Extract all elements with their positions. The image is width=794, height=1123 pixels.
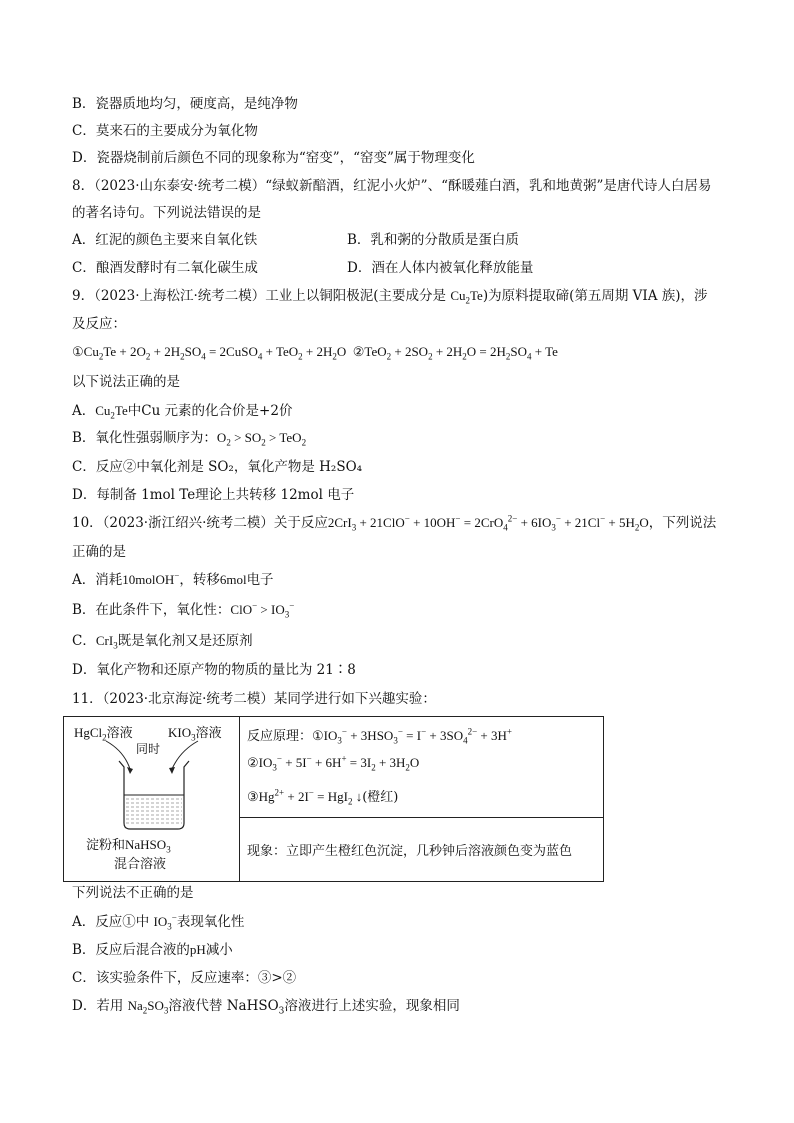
q9-option-c: C．反应②中氧化剂是 SO₂，氧化产物是 H₂SO₄ <box>72 459 363 475</box>
mechanism-cell <box>239 717 603 818</box>
q8-stem: 8．（2023·山东泰安·统考二模）“绿蚁新醅酒，红泥小火炉”、“酥暖薤白酒，乳和地黄粥”是唐代诗人白居易 <box>72 178 712 194</box>
phenomenon-cell <box>239 817 603 881</box>
q11-stem: 11．（2023·北京海淀·统考二模）某同学进行如下兴趣实验： <box>72 691 436 707</box>
q9-option-b: B．氧化性强弱顺序为：$O_2 > SO_2 > TeO_2$ <box>72 430 307 448</box>
q9-reactions: $①Cu_2Te + 2O_2 + 2H_2SO_4$ = 2CuSO$_4$ + $TeO_2 + 2H_2O$ ②TeO$_2$ + $2SO_2 + 2H_2O = 2H_2SO_4 + Te$ <box>72 344 558 362</box>
q7-option-d: D．瓷器烧制前后颜色不同的现象称为“窑变”，“窑变”属于物理变化 <box>72 150 475 166</box>
q8-option-c: C．酿酒发酵时有二氧化碳生成 <box>72 260 258 276</box>
q11-option-d: D．若用 $Na_2SO_3$溶液代替 NaHSO$_3$溶液进行上述实验，现象相同 <box>72 998 460 1017</box>
q8-option-a: A．红泥的颜色主要来自氧化铁 <box>72 232 258 248</box>
q8-option-b: B．乳和粥的分散质是蛋白质 <box>347 232 519 248</box>
q9-stem-cont: 及反应： <box>72 316 126 332</box>
mixed-solution-label: 混合溶液 <box>114 857 167 872</box>
mechanism-2: $②IO_3^- + 5I^- + 6H^+ = 3I_2 + 3H_2O$ <box>247 753 420 773</box>
q11-option-b: B．反应后混合液的pH减小 <box>72 942 233 958</box>
kio3-label: $KIO_3$溶液 <box>168 725 222 743</box>
apparatus-cell <box>64 717 240 881</box>
q7-option-b: B．瓷器质地均匀，硬度高，是纯净物 <box>72 96 298 112</box>
phenomenon-text: 现象：立即产生橙红色沉淀，几秒钟后溶液颜色变为蓝色 <box>247 844 573 859</box>
q10-stem: 10．（2023·浙江绍兴·统考二模）关于反应$2CrI_3 + 21ClO^- + 10OH^- = 2CrO_4^{2-} + 6IO_3^- + 21Cl^- + 5H_2O$，下列说法 <box>72 513 717 533</box>
q11-question: 下列说法不正确的是 <box>72 885 194 901</box>
q10-option-b: B．在此条件下，氧化性：$ClO^- > IO_3^-$ <box>72 600 295 620</box>
mechanism-1: 反应原理：$①IO_3^- + 3HSO_3^- = I^- + 3SO_4^{2-} + 3H^+$ <box>247 726 512 746</box>
q8-stem-cont: 的著名诗句。下列说法错误的是 <box>72 205 261 221</box>
q10-option-c: C．CrI$_3$既是氧化剂又是还原剂 <box>72 633 253 651</box>
starch-nahso3-label: 淀粉和NaHSO$_3$ <box>86 837 171 855</box>
q9-question: 以下说法正确的是 <box>72 374 180 390</box>
q11-option-a: A．反应①中 $IO_3^-$表现氧化性 <box>72 912 245 932</box>
experiment-table <box>63 716 604 882</box>
mechanism-3: $③Hg^{2+} + 2I^- = HgI_2$ ↓(橙红) <box>247 787 399 807</box>
q10-option-a: A．消耗10molOH−，转移6mol电子 <box>72 570 274 588</box>
q9-option-a: A．$Cu_2Te$中Cu 元素的化合价是+2价 <box>72 403 293 421</box>
q8-option-d: D．酒在人体内被氧化释放能量 <box>347 260 534 276</box>
q10-option-d: D．氧化产物和还原产物的物质的量比为 21∶8 <box>72 662 356 678</box>
hgcl2-label: HgCl$_2$溶液 <box>74 725 133 743</box>
q7-option-c: C．莫来石的主要成分为氧化物 <box>72 123 258 139</box>
simultaneous-label: 同时 <box>136 742 161 756</box>
q9-stem: 9．（2023·上海松江·统考二模）工业上以铜阳极泥(主要成分是 $Cu_2Te$)为原料提取碲(第五周期 VIA 族)，涉 <box>72 288 708 306</box>
q11-option-c: C．该实验条件下，反应速率：③>② <box>72 970 297 986</box>
q9-option-d: D．每制备 1mol Te理论上共转移 12mol 电子 <box>72 487 355 503</box>
q10-stem-cont: 正确的是 <box>72 544 126 560</box>
